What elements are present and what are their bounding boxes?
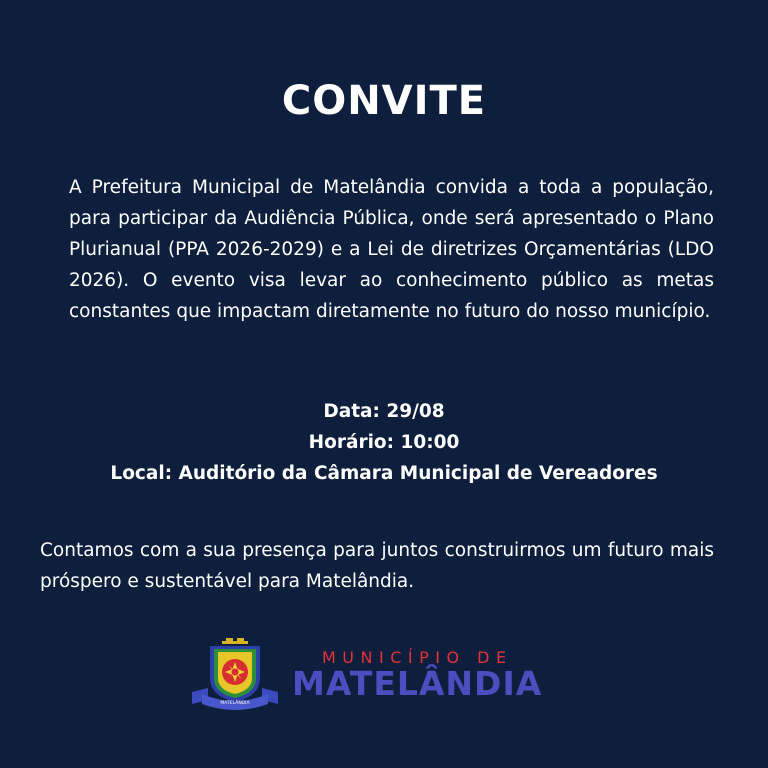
svg-text:MATELÂNDIA: MATELÂNDIA: [220, 701, 250, 706]
page-title: CONVITE: [281, 78, 487, 124]
event-time: Horário: 10:00: [308, 432, 460, 453]
brand-subtitle: MUNICÍPIO DE: [322, 648, 513, 667]
municipal-crest-icon: [188, 638, 282, 714]
closing-text: Contamos com a sua presença para juntos construirmos um futuro mais próspero e sustentável para Matelândia.: [40, 540, 714, 592]
invitation-text: A Prefeitura Municipal de Matelândia convida a toda a população, para participar da Audiência Pública, onde será apresentado o Plano Plurianual (PPA 2026-2029) e a Lei de diretrizes Orçamentárias (LDO 2026). O evento visa levar ao conhecimento público as metas constantes que impactam diretamente no futuro do nosso município.: [69, 177, 714, 322]
brand-name: MATELÂNDIA: [292, 664, 543, 703]
event-date: Data: 29/08: [323, 401, 445, 422]
event-details: [0, 396, 768, 489]
event-location: Local: Auditório da Câmara Municipal de Vereadores: [110, 463, 658, 484]
